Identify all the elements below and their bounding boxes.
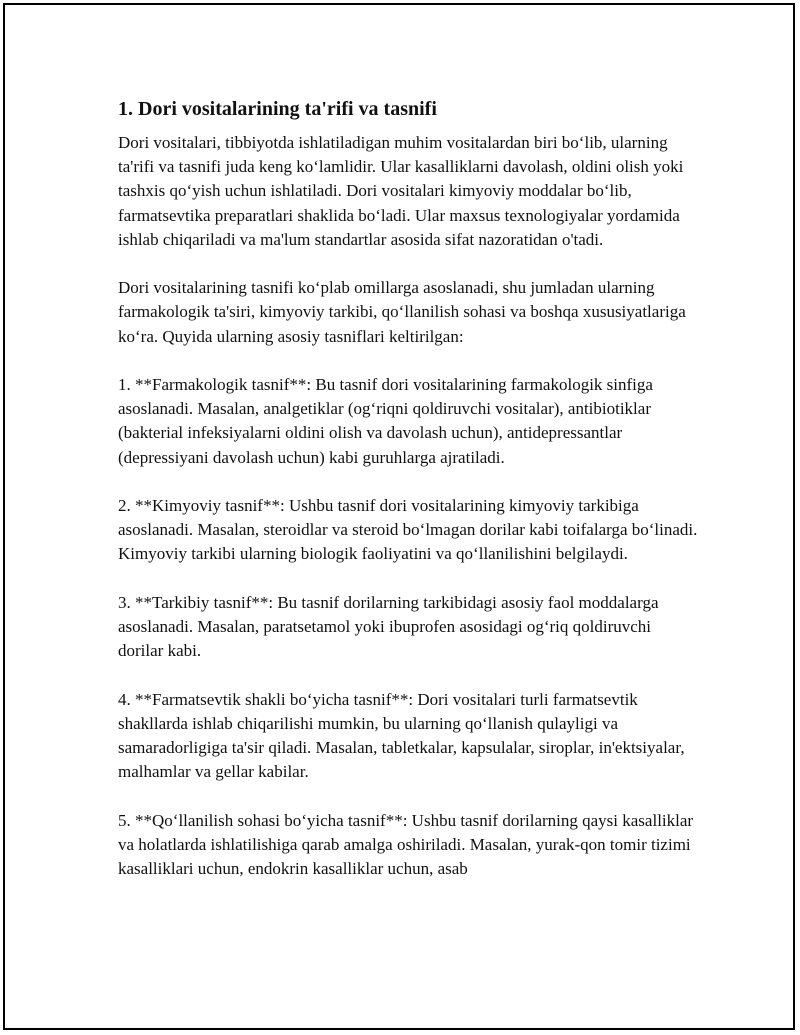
paragraph-chemical: 2. **Kimyoviy tasnif**: Ushbu tasnif dori vositalarining kimyoviy tarkibiga asoslanadi. Masalan, steroidlar va steroid bo‘lmagan dorilar kabi toifalarga bo‘linadi. Kimyoviy tarkibi ularning biologik faoliyatini va qo‘llanilishini belgilaydi. <box>118 496 698 564</box>
paragraph-compositional: 3. **Tarkibiy tasnif**: Bu tasnif dorilarning tarkibidagi asosiy faol moddalarga asoslanadi. Masalan, paratsetamol yoki ibuprofen asosidagi og‘riq qoldiruvchi dorilar kabi. <box>118 592 659 661</box>
document-page <box>4 4 794 1029</box>
paragraph-pharmaceutical-form: 4. **Farmatsevtik shakli bo‘yicha tasnif**: Dori vositalari turli farmatsevtik shakllarda ishlab chiqarilishi mumkin, bu ularning qo‘llanish qulayligi va samaradorligiga ta'sir qiladi. Masalan, tabletkalar, kapsulalar, siroplar, in'ektsiyalar, malhamlar va gellar kabilar. <box>118 689 685 782</box>
section-title: 1. Dori vositalarining ta'rifi va tasnifi <box>118 98 437 120</box>
paragraph-intro: Dori vositalari, tibbiyotda ishlatiladigan muhim vositalardan biri bo‘lib, ularning ta'rifi va tasnifi juda keng ko‘lamlidir. Ular kasalliklarni davolash, oldini olish yoki tashxis qo‘yish uchun ishlatiladi. Dori vositalari kimyoviy moddalar bo‘lib, farmatsevtika preparatlari shaklida bo‘ladi. Ular maxsus texnologiyalar yordamida ishlab chiqariladi va ma'lum standartlar asosida sifat nazoratidan o'tadi. <box>118 133 684 249</box>
document-body <box>118 95 698 905</box>
paragraph-classification-overview: Dori vositalarining tasnifi ko‘plab omillarga asoslanadi, shu jumladan ularning farmakologik ta'siri, kimyoviy tarkibi, qo‘llanilish sohasi va boshqa xususiyatlariga ko‘ra. Quyida ularning asosiy tasniflari keltirilgan: <box>118 278 686 346</box>
paragraph-pharmacological: 1. **Farmakologik tasnif**: Bu tasnif dori vositalarining farmakologik sinfiga asoslanadi. Masalan, analgetiklar (og‘riqni qoldiruvchi vositalar), antibiotiklar (bakterial infeksiyalarni oldini olish va davolash uchun), antidepressantlar (depressiyani davolash uchun) kabi guruhlarga ajratiladi. <box>118 375 653 467</box>
paragraph-application-area: 5. **Qo‘llanilish sohasi bo‘yicha tasnif**: Ushbu tasnif dorilarning qaysi kasalliklar va holatlarda ishlatilishiga qarab amalga oshiriladi. Masalan, yurak-qon tomir tizimi kasalliklari uchun, endokrin kasalliklar uchun, asab <box>118 810 694 878</box>
